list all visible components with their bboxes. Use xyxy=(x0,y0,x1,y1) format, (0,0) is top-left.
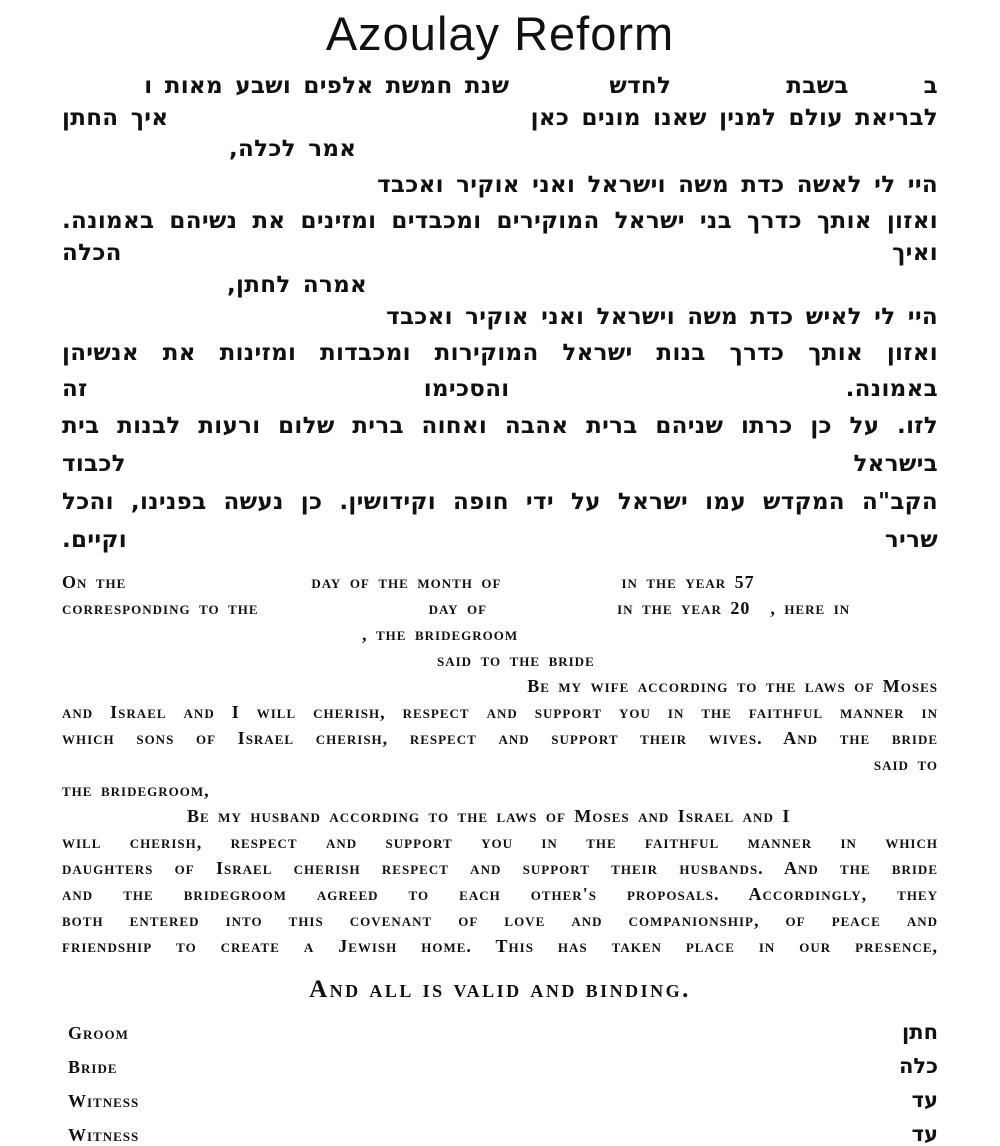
blank-day-of-week xyxy=(849,91,924,93)
hebrew-said-to-bride: אמר לכלה, xyxy=(229,136,357,162)
witness-2-signature-label: Witness xyxy=(68,1125,140,1145)
bride-signature-label: Bride xyxy=(68,1057,118,1077)
blank-english-day xyxy=(126,586,311,588)
witness-1-hebrew-label: עד xyxy=(911,1088,938,1112)
hebrew-creation-phrase: לבריאת עולם למנין שאנו מונים כאן xyxy=(530,105,938,131)
hebrew-groom-intro: איך החתן xyxy=(62,105,169,131)
hebrew-lachodesh: לחדש xyxy=(609,73,672,99)
english-civil-year: in the year 20 xyxy=(617,598,751,618)
blank-civil-day xyxy=(259,612,429,614)
english-bride-vow-line-3: daughters of Israel cherish respect and support their husbands. And the bride xyxy=(62,858,938,878)
hebrew-bride-vow-line-2: ואזון אותך כדרך בנות ישראל המוקירות ומכבדות ומזינות את אנשיהן באמונה. והסכימו זה xyxy=(62,340,938,402)
hebrew-covenant-line: לזו. על כן כרתו שניהם ברית אהבה ואחוה ברית שלום ורעות לבנות בית בישראל לכבוד xyxy=(62,413,938,477)
hebrew-text-block xyxy=(0,70,1000,559)
hebrew-closing-line: הקב"ה המקדש עמו ישראל על ידי חופה וקידושין. כן נעשה בפנינו, והכל שריר וקיים. xyxy=(62,489,938,553)
english-corresponding-line xyxy=(62,595,938,621)
signature-row-witness-1 xyxy=(62,1089,938,1112)
hebrew-groom-vow-line-1: היי לי לאשה כדת משה וישראל ואני אוקיר ואכבד xyxy=(377,172,938,198)
hebrew-day-prefix: ב xyxy=(923,73,938,99)
english-corresponding: corresponding to the xyxy=(62,598,259,618)
english-hebrew-year: in the year 57 xyxy=(621,572,755,592)
english-groom-vow-line-3: which sons of Israel cherish, respect and support their wives. And the bride xyxy=(62,728,938,748)
english-date-line xyxy=(62,569,938,595)
hebrew-place-line xyxy=(62,102,938,134)
witness-2-hebrew-label: עד xyxy=(911,1122,938,1146)
hebrew-groom-vow-line-2: ואזון אותך כדרך בני ישראל המוקירים ומכבדים ומזינים את נשיהם באמונה. ואיך הכלה xyxy=(62,208,938,266)
english-agreement-line-2: both entered into this covenant of love and companionship, of peace and xyxy=(62,910,938,930)
english-on-the: On the xyxy=(62,572,127,592)
hebrew-said-to-groom: אמרה לחתן, xyxy=(227,272,368,298)
hebrew-beshabbat: בשבת xyxy=(786,73,849,99)
page-title: Azoulay Reform xyxy=(325,7,675,60)
hebrew-date-line xyxy=(62,70,938,102)
signature-row-witness-2 xyxy=(62,1123,938,1146)
signature-row-groom xyxy=(62,1021,938,1044)
signature-block xyxy=(0,1021,1000,1146)
english-said-to: said to xyxy=(873,754,938,774)
english-bridegroom-intro: , the bridegroom xyxy=(362,624,519,644)
blank-english-month xyxy=(501,586,621,588)
witness-1-signature-label: Witness xyxy=(68,1091,140,1111)
english-bride-vow-line-2: will cherish, respect and support you in the faithful manner in which xyxy=(62,832,938,852)
groom-signature-label: Groom xyxy=(68,1023,129,1043)
signature-row-bride xyxy=(62,1055,938,1078)
hebrew-bride-vow-line-1: היי לי לאיש כדת משה וישראל ואני אוקיר ואכבד xyxy=(386,304,938,330)
english-bride-vow-line-1: Be my husband according to the laws of Moses and Israel and I xyxy=(187,806,791,826)
blank-month-name xyxy=(509,91,609,93)
english-the-bridegroom: the bridegroom, xyxy=(62,780,210,800)
blank-day-of-month xyxy=(671,91,786,93)
blank-civil-year-digits xyxy=(750,612,770,614)
blank-civil-month xyxy=(487,612,617,614)
english-groom-vow-line-2: and Israel and I will cherish, respect and support you in the faithful manner in xyxy=(62,702,938,722)
english-agreement-line-3: friendship to create a Jewish home. This has taken place in our presence, xyxy=(62,936,938,956)
english-said-to-bride: said to the bride xyxy=(437,650,595,670)
groom-hebrew-label: חתן xyxy=(902,1020,938,1044)
english-text-block xyxy=(0,569,1000,959)
english-day-of: day of xyxy=(428,598,488,618)
english-agreement-line-1: and the bridegroom agreed to each other's proposals. Accordingly, they xyxy=(62,884,938,904)
english-here-in: , here in xyxy=(770,598,851,618)
english-groom-vow-line-1: Be my wife according to the laws of Moses xyxy=(527,676,938,696)
bride-hebrew-label: כלה xyxy=(898,1054,938,1078)
valid-and-binding-statement: And all is valid and binding. xyxy=(309,976,691,1003)
english-day-of-month: day of the month of xyxy=(311,572,502,592)
hebrew-year-phrase: שנת חמשת אלפים ושבע מאות ו xyxy=(144,73,510,99)
